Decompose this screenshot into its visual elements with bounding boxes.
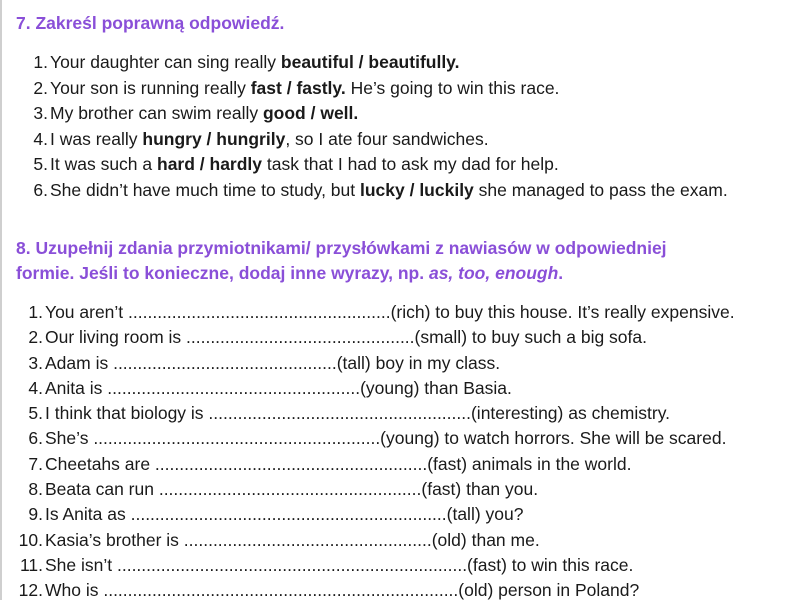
exercise-8-item — [14, 428, 735, 453]
item-number: 11. — [19, 554, 43, 575]
exercise-8-item — [14, 479, 735, 504]
exercise-7-item — [26, 180, 728, 206]
item-text-before: Your daughter can sing really — [50, 52, 281, 72]
item-number: 3. — [33, 103, 48, 123]
exercise-8-item — [14, 555, 735, 580]
item-text — [50, 78, 559, 99]
item-text: Kasia’s brother is ...................................................(old) than me. — [45, 529, 540, 550]
item-number: 6. — [28, 428, 43, 449]
item-text: Adam is ..............................................(tall) boy in my class. — [45, 352, 501, 373]
item-number: 8. — [28, 479, 43, 500]
answer-options: hungry / hungrily — [142, 128, 286, 149]
item-text-after: task that I had to ask my dad for help. — [262, 154, 559, 174]
exercise-8-item — [14, 530, 735, 555]
item-text-after: she managed to pass the exam. — [473, 179, 728, 200]
item-number: 4. — [28, 377, 43, 398]
item-number: 1. — [33, 52, 48, 72]
item-number: 7. — [28, 453, 43, 474]
page-left-border — [0, 0, 2, 600]
answer-options: lucky / luckily — [359, 179, 474, 200]
item-number: 5. — [28, 403, 43, 424]
item-text-before: It was such a — [50, 154, 157, 174]
item-text: Who is .........................................................................(old) person in Poland? — [45, 580, 640, 601]
exercise-8-item — [14, 353, 735, 378]
item-number: 2. — [28, 327, 43, 348]
exercise-8-list — [14, 302, 735, 606]
exercise-7-list — [26, 52, 728, 205]
exercise-8-item — [14, 378, 735, 403]
exercise-8-item — [14, 504, 735, 529]
item-text — [50, 103, 358, 124]
item-text — [50, 52, 459, 73]
exercise-7-item — [26, 52, 728, 78]
exercise-8-item — [14, 403, 735, 428]
item-text: She’s ...........................................................(young) to watch horrors. She will be scared. — [45, 428, 727, 449]
answer-options: fast / fastly. — [250, 77, 346, 98]
item-text: Beata can run ......................................................(fast) than you. — [45, 479, 539, 500]
exercise-8-item — [14, 302, 735, 327]
exercise-8-title-line-1: 8. Uzupełnij zdania przymiotnikami/ przysłówkami z nawiasów w odpowiedniej — [16, 238, 667, 258]
exercise-8-item — [14, 327, 735, 352]
item-text — [50, 180, 728, 201]
item-text: Our living room is ...............................................(small) to buy such a big sofa. — [45, 327, 647, 348]
item-number: 5. — [33, 154, 48, 174]
exercise-7-item — [26, 129, 728, 155]
item-number: 9. — [28, 504, 43, 525]
exercise-8-title — [16, 236, 667, 286]
item-text-after: , so I ate four sandwiches. — [285, 128, 489, 149]
item-number: 12. — [18, 580, 43, 601]
item-text: Cheetahs are ........................................................(fast) animals in the world. — [45, 453, 632, 474]
exercise-7-item — [26, 154, 728, 180]
item-text — [50, 129, 489, 150]
item-text: She isn’t ........................................................................(fast) to win this race. — [45, 554, 634, 575]
item-text: You aren’t ......................................................(rich) to buy this house. It’s really expensive. — [45, 302, 735, 322]
exercise-7-item — [26, 78, 728, 104]
item-text-before: She didn’t have much time to study, but — [50, 179, 360, 200]
item-text-before: Your son is running really — [50, 77, 251, 98]
item-text-after: He’s going to win this race. — [345, 77, 560, 98]
item-text — [50, 154, 559, 175]
item-text-before: I was really — [50, 128, 143, 149]
exercise-7-title: 7. Zakreśl poprawną odpowiedź. — [16, 13, 285, 33]
item-number: 4. — [33, 128, 48, 149]
answer-options: good / well. — [262, 103, 359, 123]
answer-options: beautiful / beautifully. — [280, 52, 460, 72]
item-text: I think that biology is ......................................................(interesting) as chemistry. — [45, 403, 671, 424]
exercise-7-item — [26, 103, 728, 129]
exercise-8-item — [14, 454, 735, 479]
item-number: 3. — [28, 352, 43, 373]
exercise-8-title-examples: as, too, enough — [428, 263, 559, 283]
item-number: 6. — [33, 179, 48, 200]
exercise-8-item — [14, 580, 735, 605]
item-text-before: My brother can swim really — [50, 103, 263, 123]
item-number: 2. — [33, 77, 48, 98]
item-text: Is Anita as .................................................................(tall) you? — [45, 504, 524, 525]
item-number: 10. — [18, 529, 43, 550]
exercise-8-title-line-2: formie. Jeśli to konieczne, dodaj inne wyrazy, np. as, too, enough. — [16, 263, 564, 283]
item-number: 1. — [28, 302, 43, 322]
item-text: Anita is ....................................................(young) than Basia. — [45, 377, 512, 398]
answer-options: hard / hardly — [157, 154, 263, 174]
